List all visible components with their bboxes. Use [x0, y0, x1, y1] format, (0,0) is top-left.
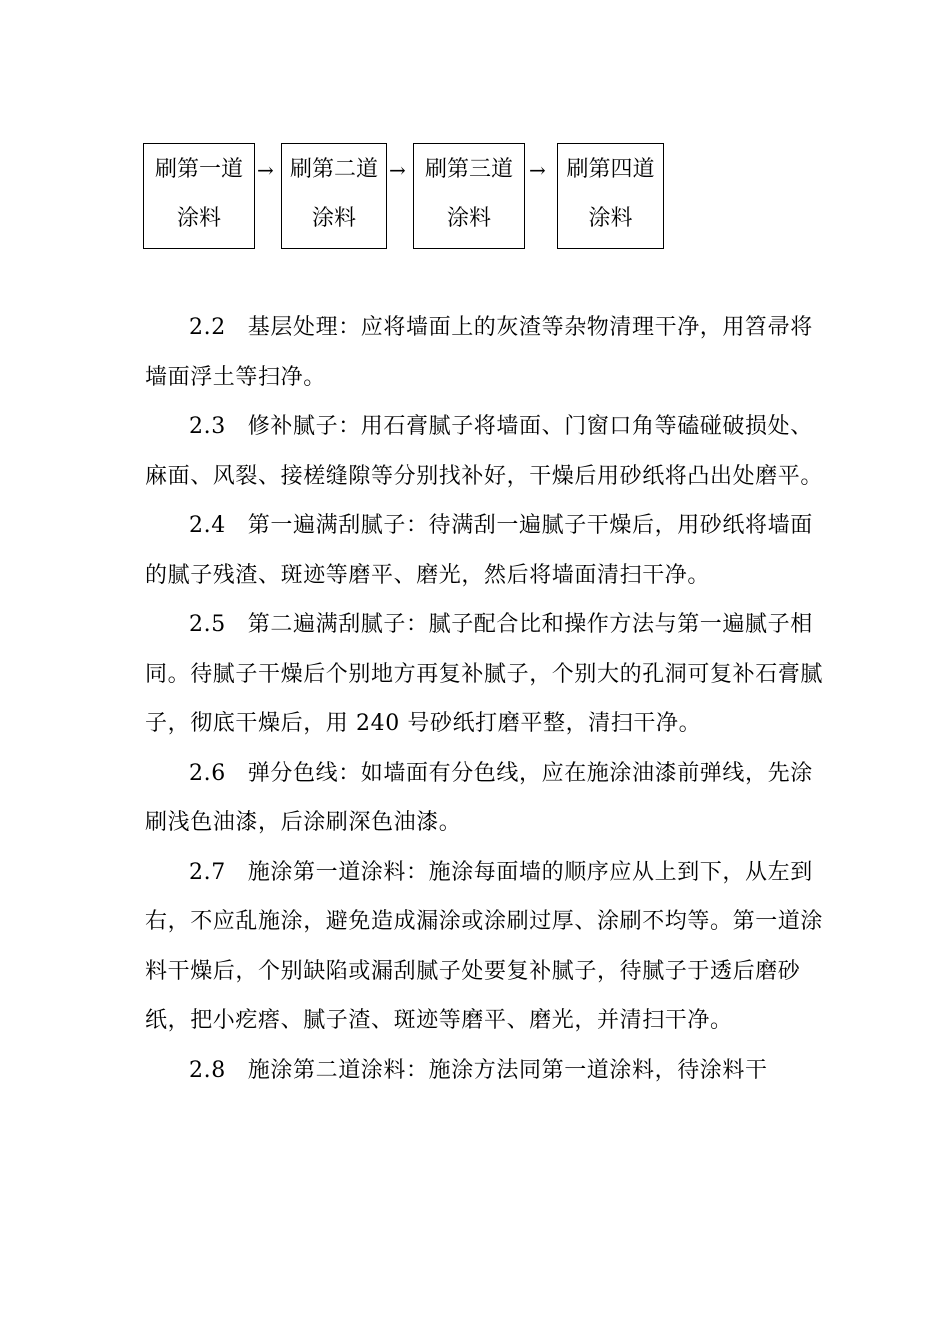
paragraph-text: 施涂第二道涂料：施涂方法同第一道涂料，待涂料干 — [247, 1057, 768, 1083]
flow-step-1-subtitle: 涂料 — [176, 206, 221, 231]
section-number: 2.5 — [189, 612, 226, 637]
flow-arrow-2: → — [389, 158, 406, 182]
paragraph-2-4 — [145, 501, 825, 600]
section-number: 2.6 — [189, 760, 226, 786]
paragraph-2-2 — [145, 303, 825, 402]
flow-step-1-title: 刷第一道 — [154, 157, 243, 182]
flow-arrow-1: → — [257, 158, 274, 182]
paragraph-2-5 — [145, 600, 825, 749]
paragraph-text: 第二遍满刮腻子：腻子配合比和操作方法与第一遍腻子相同。待腻子干燥后个别地方再复补腻子，个别大的孔洞可复补石膏腻子，彻底干燥后，用 240 号砂纸打磨平整，清扫干净。 — [145, 612, 824, 736]
section-number: 2.2 — [189, 315, 226, 340]
paragraph-2-8 — [145, 1046, 825, 1096]
document-body — [145, 303, 825, 1095]
flow-step-3 — [413, 143, 525, 249]
flow-step-3-subtitle: 涂料 — [446, 206, 491, 231]
process-flowchart — [143, 143, 683, 251]
flow-step-3-title: 刷第三道 — [424, 157, 513, 182]
paragraph-text: 弹分色线：如墙面有分色线，应在施涂油漆前弹线，先涂刷浅色油漆，后涂刷深色油漆。 — [145, 760, 813, 835]
paragraph-2-6 — [145, 749, 825, 848]
paragraph-text: 施涂第一道涂料：施涂每面墙的顺序应从上到下，从左到右，不应乱施涂，避免造成漏涂或涂刷过厚、涂刷不均等。第一道涂料干燥后，个别缺陷或漏刮腻子处要复补腻子，待腻子于透后磨砂纸，把小疙瘩、腻子渣、斑迹等磨平、磨光，并清扫干净。 — [145, 859, 824, 1033]
paragraph-2-3 — [145, 402, 825, 501]
flow-step-1 — [143, 143, 255, 249]
flow-step-4-title: 刷第四道 — [566, 157, 655, 182]
section-number: 2.8 — [189, 1057, 226, 1083]
flow-step-4-subtitle: 涂料 — [588, 206, 633, 231]
flow-step-2-title: 刷第二道 — [289, 157, 378, 182]
paragraph-text: 修补腻子：用石膏腻子将墙面、门窗口角等磕碰破损处、麻面、风裂、接槎缝隙等分别找补好，干燥后用砂纸将凸出处磨平。 — [145, 414, 824, 489]
flow-step-4 — [557, 143, 664, 249]
section-number: 2.7 — [189, 859, 226, 885]
paragraph-2-7 — [145, 848, 825, 1046]
flow-step-2 — [281, 143, 387, 249]
flow-arrow-3: → — [529, 158, 546, 182]
paragraph-text: 第一遍满刮腻子：待满刮一遍腻子干燥后，用砂纸将墙面的腻子残渣、斑迹等磨平、磨光，然后将墙面清扫干净。 — [145, 513, 813, 588]
flow-step-2-subtitle: 涂料 — [311, 206, 356, 231]
section-number: 2.4 — [189, 513, 226, 538]
section-number: 2.3 — [189, 414, 226, 439]
paragraph-text: 基层处理：应将墙面上的灰渣等杂物清理干净，用笤帚将墙面浮土等扫净。 — [145, 315, 813, 390]
